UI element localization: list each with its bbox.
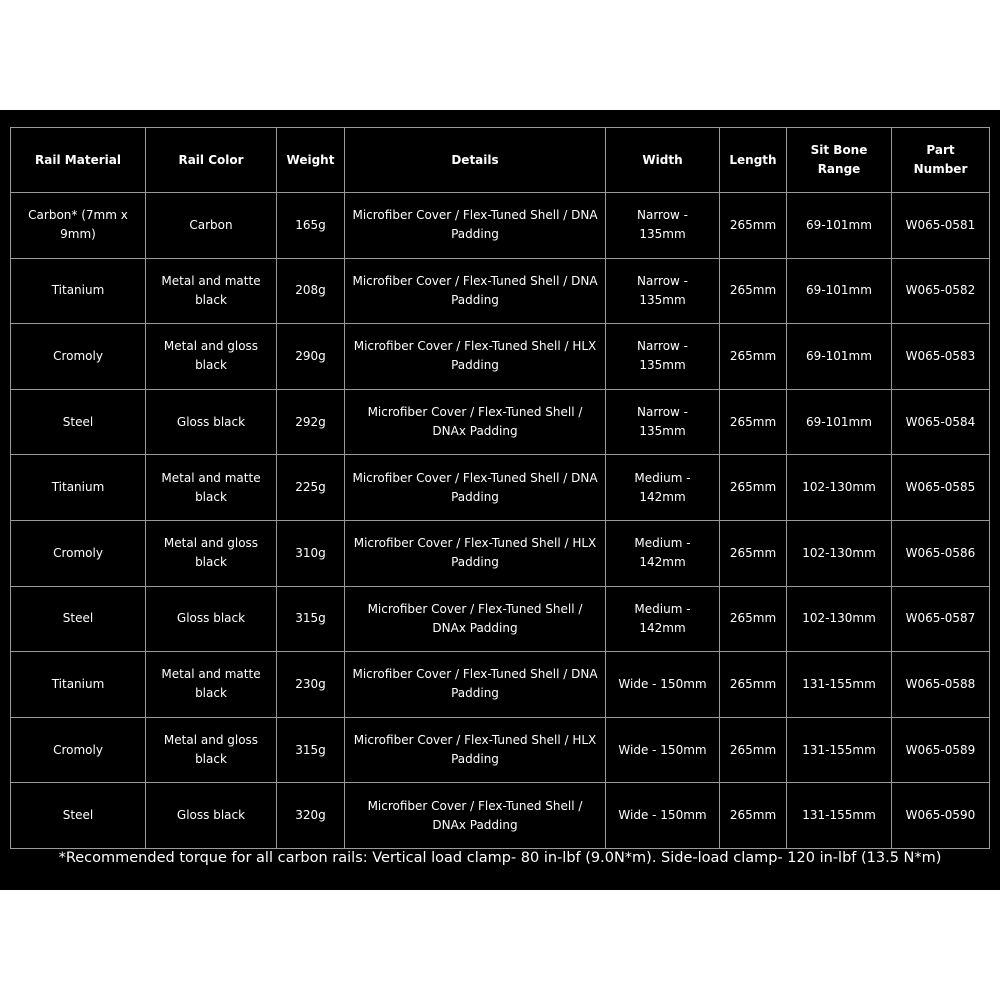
rail-color-cell: Carbon <box>146 193 277 259</box>
rail-material-cell: Cromoly <box>11 520 146 586</box>
header-weight: Weight <box>277 128 345 193</box>
width-cell: Narrow - 135mm <box>606 324 720 390</box>
weight-cell: 292g <box>277 389 345 455</box>
header-details: Details <box>345 128 606 193</box>
rail-color-cell: Metal and gloss black <box>146 717 277 783</box>
length-cell: 265mm <box>720 193 787 259</box>
rail-color-cell: Metal and matte black <box>146 652 277 718</box>
width-cell: Wide - 150mm <box>606 783 720 849</box>
rail-color-cell: Metal and matte black <box>146 258 277 324</box>
part-number-cell: W065-0588 <box>892 652 990 718</box>
rail-material-cell: Steel <box>11 389 146 455</box>
details-cell: Microfiber Cover / Flex-Tuned Shell / DNA Padding <box>345 193 606 259</box>
part-number-cell: W065-0581 <box>892 193 990 259</box>
width-cell: Medium - 142mm <box>606 586 720 652</box>
rail-color-cell: Metal and gloss black <box>146 520 277 586</box>
table-row <box>11 652 990 718</box>
details-cell: Microfiber Cover / Flex-Tuned Shell / HLX Padding <box>345 520 606 586</box>
table-row <box>11 586 990 652</box>
sit-bone-range-cell: 69-101mm <box>787 258 892 324</box>
length-cell: 265mm <box>720 258 787 324</box>
weight-cell: 310g <box>277 520 345 586</box>
rail-color-cell: Gloss black <box>146 586 277 652</box>
spec-table-body <box>11 193 990 849</box>
table-row <box>11 389 990 455</box>
width-cell: Narrow - 135mm <box>606 389 720 455</box>
sit-bone-range-cell: 69-101mm <box>787 193 892 259</box>
length-cell: 265mm <box>720 652 787 718</box>
details-cell: Microfiber Cover / Flex-Tuned Shell / DNAx Padding <box>345 389 606 455</box>
table-row <box>11 520 990 586</box>
rail-material-cell: Cromoly <box>11 717 146 783</box>
rail-material-cell: Steel <box>11 586 146 652</box>
sit-bone-range-cell: 69-101mm <box>787 324 892 390</box>
weight-cell: 320g <box>277 783 345 849</box>
table-row <box>11 324 990 390</box>
spec-panel <box>0 110 1000 890</box>
part-number-cell: W065-0583 <box>892 324 990 390</box>
width-cell: Medium - 142mm <box>606 455 720 521</box>
table-row <box>11 783 990 849</box>
rail-color-cell: Metal and matte black <box>146 455 277 521</box>
header-rail-material: Rail Material <box>11 128 146 193</box>
length-cell: 265mm <box>720 389 787 455</box>
weight-cell: 315g <box>277 586 345 652</box>
length-cell: 265mm <box>720 717 787 783</box>
sit-bone-range-cell: 102-130mm <box>787 586 892 652</box>
rail-color-cell: Gloss black <box>146 389 277 455</box>
rail-color-cell: Gloss black <box>146 783 277 849</box>
length-cell: 265mm <box>720 586 787 652</box>
header-rail-color: Rail Color <box>146 128 277 193</box>
header-length: Length <box>720 128 787 193</box>
details-cell: Microfiber Cover / Flex-Tuned Shell / HLX Padding <box>345 324 606 390</box>
part-number-cell: W065-0586 <box>892 520 990 586</box>
sit-bone-range-cell: 102-130mm <box>787 455 892 521</box>
width-cell: Wide - 150mm <box>606 652 720 718</box>
width-cell: Narrow - 135mm <box>606 193 720 259</box>
details-cell: Microfiber Cover / Flex-Tuned Shell / HLX Padding <box>345 717 606 783</box>
details-cell: Microfiber Cover / Flex-Tuned Shell / DNA Padding <box>345 455 606 521</box>
details-cell: Microfiber Cover / Flex-Tuned Shell / DNAx Padding <box>345 783 606 849</box>
table-row <box>11 717 990 783</box>
width-cell: Narrow - 135mm <box>606 258 720 324</box>
details-cell: Microfiber Cover / Flex-Tuned Shell / DNA Padding <box>345 652 606 718</box>
rail-color-cell: Metal and gloss black <box>146 324 277 390</box>
table-row <box>11 455 990 521</box>
rail-material-cell: Cromoly <box>11 324 146 390</box>
part-number-cell: W065-0582 <box>892 258 990 324</box>
details-cell: Microfiber Cover / Flex-Tuned Shell / DNAx Padding <box>345 586 606 652</box>
rail-material-cell: Carbon* (7mm x 9mm) <box>11 193 146 259</box>
details-cell: Microfiber Cover / Flex-Tuned Shell / DNA Padding <box>345 258 606 324</box>
header-row <box>11 128 990 193</box>
weight-cell: 225g <box>277 455 345 521</box>
header-part-number: Part Number <box>892 128 990 193</box>
length-cell: 265mm <box>720 783 787 849</box>
sit-bone-range-cell: 131-155mm <box>787 783 892 849</box>
header-width: Width <box>606 128 720 193</box>
spec-table <box>10 127 990 849</box>
part-number-cell: W065-0587 <box>892 586 990 652</box>
part-number-cell: W065-0585 <box>892 455 990 521</box>
length-cell: 265mm <box>720 520 787 586</box>
weight-cell: 165g <box>277 193 345 259</box>
weight-cell: 290g <box>277 324 345 390</box>
rail-material-cell: Titanium <box>11 258 146 324</box>
width-cell: Wide - 150mm <box>606 717 720 783</box>
rail-material-cell: Steel <box>11 783 146 849</box>
rail-material-cell: Titanium <box>11 652 146 718</box>
length-cell: 265mm <box>720 324 787 390</box>
width-cell: Medium - 142mm <box>606 520 720 586</box>
part-number-cell: W065-0584 <box>892 389 990 455</box>
header-sit-bone-range: Sit Bone Range <box>787 128 892 193</box>
sit-bone-range-cell: 131-155mm <box>787 717 892 783</box>
weight-cell: 208g <box>277 258 345 324</box>
rail-material-cell: Titanium <box>11 455 146 521</box>
sit-bone-range-cell: 102-130mm <box>787 520 892 586</box>
table-row <box>11 193 990 259</box>
sit-bone-range-cell: 69-101mm <box>787 389 892 455</box>
table-row <box>11 258 990 324</box>
sit-bone-range-cell: 131-155mm <box>787 652 892 718</box>
weight-cell: 230g <box>277 652 345 718</box>
torque-footnote: *Recommended torque for all carbon rails: Vertical load clamp- 80 in-lbf (9.0N*m). Side-load clamp- 120 in-lbf (13.5 N*m) <box>58 850 942 866</box>
length-cell: 265mm <box>720 455 787 521</box>
part-number-cell: W065-0590 <box>892 783 990 849</box>
part-number-cell: W065-0589 <box>892 717 990 783</box>
weight-cell: 315g <box>277 717 345 783</box>
